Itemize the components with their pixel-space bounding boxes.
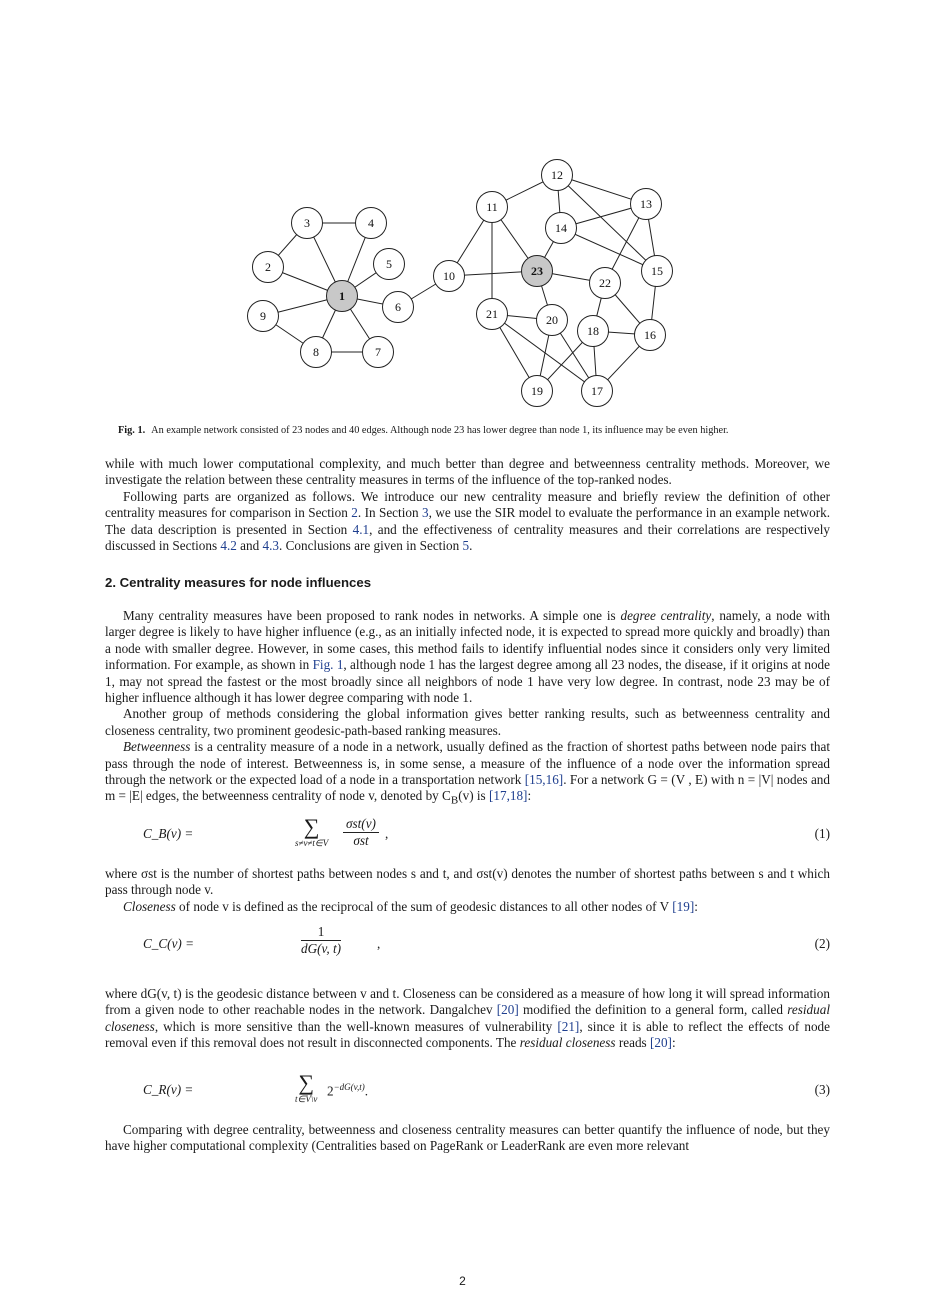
- node-label-21: 21: [486, 307, 498, 321]
- figure-caption: [118, 424, 838, 438]
- sec2-paragraph-6: where dG(v, t) is the geodesic distance between v and t. Closeness can be considered as a measure of how long it will spread information from a given node to other reachable nodes in the network. Dangalchev [20] modified the definition to a general form, called residual closeness, which is more sensitive than the well-known measures of vulnerability [21], since it is able to reflect the effects of node removal even if this removal does not result in disconnected components. The residual closeness reads [20]:: [105, 986, 830, 1051]
- citation-link[interactable]: [21]: [557, 1018, 580, 1034]
- section-ref-link[interactable]: 3: [422, 505, 429, 521]
- sec2-paragraph-4: where σst is the number of shortest paths between nodes s and t, and σst(v) denotes the number of shortest paths between s and t which pass through node v.: [105, 866, 830, 898]
- citation-link[interactable]: [19]: [672, 898, 695, 914]
- node-label-18: 18: [587, 324, 599, 338]
- section-ref-link[interactable]: 5: [462, 538, 470, 554]
- eq3-sum: ∑ t∈V\v: [295, 1070, 318, 1104]
- citation-link[interactable]: [15,16]: [524, 772, 564, 788]
- sec2-paragraph-7: Comparing with degree centrality, betweenness and closeness centrality measures can better quantify the influence of node, but they have higher computational complexity (Centralities based on PageRank or LeaderRank are even more relevant: [105, 1122, 830, 1154]
- eq3-number: (3): [814, 1082, 830, 1097]
- node-label-20: 20: [546, 313, 558, 327]
- node-label-11: 11: [486, 200, 498, 214]
- section-ref-link[interactable]: 4.3: [262, 538, 279, 554]
- sec2-paragraph-2: Another group of methods considering the global information gives better ranking results, such as betweenness centrality and closeness centrality, two prominent geodesic-path-based ranking measures.: [105, 706, 830, 738]
- eq1-number: (1): [814, 826, 830, 841]
- node-label-9: 9: [260, 309, 266, 323]
- node-label-4: 4: [368, 216, 374, 230]
- node-label-1: 1: [339, 289, 345, 303]
- page-number: 2: [459, 1274, 466, 1288]
- network-figure: [0, 0, 925, 420]
- node-label-8: 8: [313, 345, 319, 359]
- node-label-13: 13: [640, 197, 652, 211]
- section-ref-link[interactable]: 2: [351, 505, 358, 521]
- equation-2: C_C(v) = $\frac{1}{dG(v, t)}$ , (2): [143, 924, 830, 956]
- section2-text-a: [105, 608, 830, 810]
- node-label-22: 22: [599, 276, 611, 290]
- section2-text-b: [105, 866, 830, 915]
- sec2-paragraph-5: Closeness of node v is defined as the reciprocal of the sum of geodesic distances to all other nodes of V [19]:: [123, 898, 698, 914]
- citation-link[interactable]: [20]: [649, 1035, 672, 1051]
- eq1-fraction: σst(v) σst: [343, 816, 379, 849]
- node-label-23: 23: [531, 264, 543, 278]
- intro-paragraph-2: Following parts are organized as follows. We introduce our new centrality measure and briefly review the definition of other centrality measures for comparison in Section 2. In Section 3, we use the SIR model to evaluate the performance in an example network. The data description is presented in Section 4.1, and the effectiveness of centrality measures and their correlations are respectively discussed in Sections 4.2 and 4.3. Conclusions are given in Section 5.: [105, 488, 831, 554]
- section-title: 2. Centrality measures for node influences: [105, 575, 372, 590]
- section2-text-d: [105, 1122, 830, 1155]
- node-label-12: 12: [551, 168, 563, 182]
- eq3-body: $2^{-dG(v,t)}$.: [327, 1082, 369, 1099]
- node-label-5: 5: [386, 257, 392, 271]
- node-label-19: 19: [531, 384, 543, 398]
- node-label-3: 3: [304, 216, 310, 230]
- citation-link[interactable]: [20]: [496, 1002, 519, 1018]
- equation-1: C_B(v) = ∑ s≠v≠t∈V σst(v) σst , (1): [143, 814, 830, 848]
- equation-3: [105, 1068, 830, 1112]
- node-label-17: 17: [591, 384, 603, 398]
- eq3-lhs: C_R(v) =: [143, 1082, 194, 1097]
- caption-label: Fig. 1.: [118, 425, 146, 436]
- intro-paragraph-1: while with much lower computational complexity, and much better than degree and betweenness centrality methods. Moreover, we investigate the relation between these centrality measures in terms of the influence of the top-ranked nodes.: [105, 456, 830, 488]
- node-label-14: 14: [555, 221, 567, 235]
- eq2-number: (2): [814, 936, 830, 951]
- node-label-7: 7: [375, 345, 381, 359]
- eq2-fraction: $\frac{1}{dG(v, t)}$: [301, 924, 342, 956]
- caption-text: An example network consisted of 23 nodes and 40 edges. Although node 23 has lower degree than node 1, its influence may be even higher.: [151, 425, 729, 436]
- node-label-2: 2: [265, 260, 271, 274]
- node-label-10: 10: [443, 269, 455, 283]
- eq1-lhs: C_B(v) =: [143, 826, 194, 841]
- sec2-paragraph-1: Many centrality measures have been proposed to rank nodes in networks. A simple one is degree centrality, namely, a node with larger degree is likely to have higher influence (e.g., as an initially infected node, it is expected to spread more quickly and broadly) than a node with smaller degree. However, in some cases, this method fails to identify influential nodes since it considers only very limited information. For example, as shown in Fig. 1, although node 1 has the largest degree among all 23 nodes, the disease, if it origins at node 1, may not spread the fastest or the most broadly since all neighbors of node 1 have very low degree. In contrast, node 23 may be of higher influence although it has lower degree comparing with node 1.: [105, 608, 830, 706]
- section-ref-link[interactable]: 4.1: [352, 521, 370, 537]
- figure-ref-link[interactable]: Fig. 1: [312, 657, 344, 673]
- eq1-sum: ∑ s≠v≠t∈V: [295, 814, 329, 848]
- section-ref-link[interactable]: 4.2: [220, 538, 237, 554]
- eq2-lhs: C_C(v) =: [143, 936, 195, 951]
- node-label-15: 15: [651, 264, 663, 278]
- sec2-paragraph-3: Betweenness is a centrality measure of a node in a network, usually defined as the fraction of shortest paths between node pairs that pass through the node of interest. Betweenness is, in some sense, a measure of the influence of a node over the information spread through the network or the expected load of a node in a transportation network [15,16]. For a network G = (V , E) with n = |V| nodes and m = |E| edges, the betweenness centrality of node v, denoted by $C_B(v)$ is [17,18]:: [105, 739, 830, 808]
- section2-text-c: [105, 986, 830, 1052]
- intro-text: [105, 456, 830, 554]
- node-label-6: 6: [395, 300, 401, 314]
- citation-link[interactable]: [17,18]: [488, 788, 528, 804]
- node-label-16: 16: [644, 328, 656, 342]
